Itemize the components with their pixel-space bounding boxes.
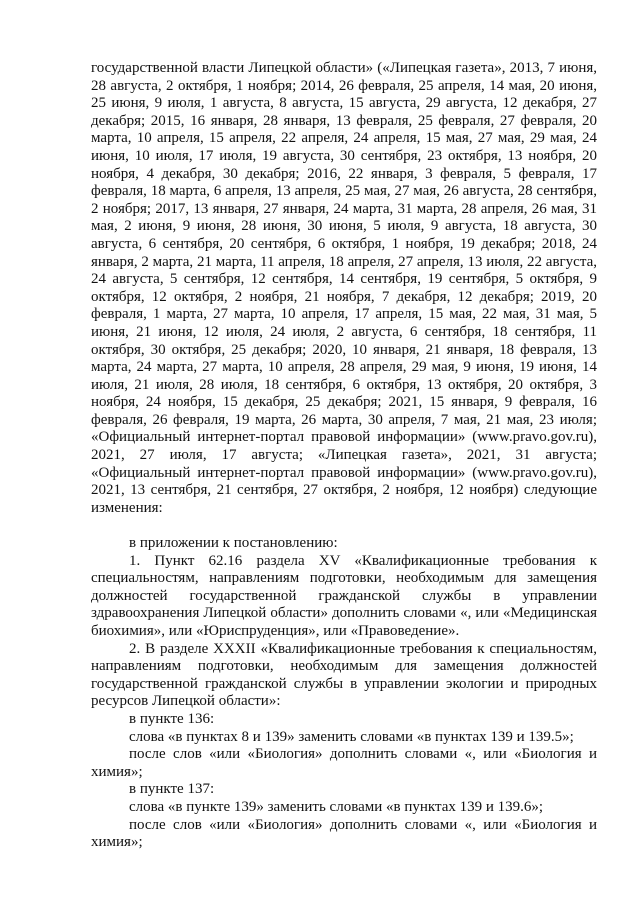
point-137-line-2: после слов «или «Биология» дополнить словами «, или «Биология и химия»; xyxy=(91,816,597,851)
paragraph-gap xyxy=(91,517,597,535)
intro-paragraph: государственной власти Липецкой области» («Липецкая газета», 2013, 7 июня, 28 августа, 2 октября, 1 ноября; 2014, 26 февраля, 25 апреля, 14 мая, 20 июня, 25 июня, 9 июля, 1 августа, 8 августа, 15 августа, 29 августа, 12 декабря, 27 декабря; 2015, 16 января, 28 января, 13 февраля, 25 февраля, 27 февраля, 20 марта, 10 апреля, 15 апреля, 22 апреля, 24 апреля, 15 мая, 27 мая, 29 мая, 24 июня, 10 июля, 17 июля, 19 августа, 30 сентября, 23 октября, 13 ноября, 20 ноября, 4 декабря, 30 декабря; 2016, 22 января, 3 февраля, 5 февраля, 17 февраля, 18 марта, 6 апреля, 13 апреля, 25 мая, 27 мая, 26 августа, 28 сентября, 2 ноября; 2017, 13 января, 27 января, 24 марта, 31 марта, 28 апреля, 26 мая, 31 мая, 2 июня, 9 июня, 28 июня, 30 июня, 5 июля, 9 августа, 18 августа, 30 августа, 6 сентября, 20 сентября, 6 октября, 1 ноября, 19 декабря; 2018, 24 января, 2 марта, 21 марта, 11 апреля, 18 апреля, 27 апреля, 13 июля, 22 августа, 24 августа, 5 сентября, 12 сентября, 14 сентября, 19 сентября, 5 октября, 9 октября, 12 октября, 2 ноября, 21 ноября, 7 декабря, 12 декабря; 2019, 20 февраля, 1 марта, 27 марта, 10 апреля, 17 апреля, 15 мая, 22 мая, 31 мая, 5 июня, 21 июня, 12 июля, 24 июля, 2 августа, 6 сентября, 18 сентября, 11 октября, 30 октября, 25 декабря; 2020, 10 января, 21 января, 18 февраля, 13 марта, 24 марта, 27 марта, 10 апреля, 28 апреля, 29 мая, 9 июня, 19 июня, 14 июля, 21 июля, 28 июля, 18 сентября, 6 октября, 13 октября, 20 октября, 3 ноября, 24 ноября, 15 декабря, 25 декабря; 2021, 15 января, 9 февраля, 16 февраля, 26 февраля, 19 марта, 26 марта, 30 апреля, 7 мая, 21 мая, 23 июля; «Официальный интернет-портал правовой информации» (www.pravo.gov.ru), 2021, 27 июля, 17 августа; «Липецкая газета», 2021, 31 августа; «Официальный интернет-портал правовой информации» (www.pravo.gov.ru), 2021, 13 сентября, 21 сентября, 27 октября, 2 ноября, 12 ноября) следующие изменения: xyxy=(91,60,597,516)
point-136-line-1: слова «в пунктах 8 и 139» заменить словами «в пунктах 139 и 139.5»; xyxy=(129,728,574,745)
point-137-header: в пункте 137: xyxy=(129,781,215,798)
point-136-header: в пункте 136: xyxy=(129,710,215,727)
point-137-line-1: слова «в пункте 139» заменить словами «в пунктах 139 и 139.6»; xyxy=(129,798,544,815)
amendment-item-1: 1. Пункт 62.16 раздела XV «Квалификационные требования к специальностям, направлениям подготовки, необходимым для замещения должностей государственной гражданской службы в управлении здравоохранения Липецкой области» дополнить словами «, или «Медицинская биохимия», или «Юриспруденция», или «Правоведение». xyxy=(91,552,597,639)
point-136-line-2: после слов «или «Биология» дополнить словами «, или «Биология и химия»; xyxy=(91,746,597,780)
amendment-item-2: 2. В разделе XXXII «Квалификационные требования к специальностям, направлениям подготовки, необходимым для замещения должностей государственной гражданской службы в управлении экологии и природных ресурсов Липецкой области»: xyxy=(91,640,597,710)
appendix-line: в приложении к постановлению: xyxy=(129,535,338,552)
document-body xyxy=(91,60,597,852)
